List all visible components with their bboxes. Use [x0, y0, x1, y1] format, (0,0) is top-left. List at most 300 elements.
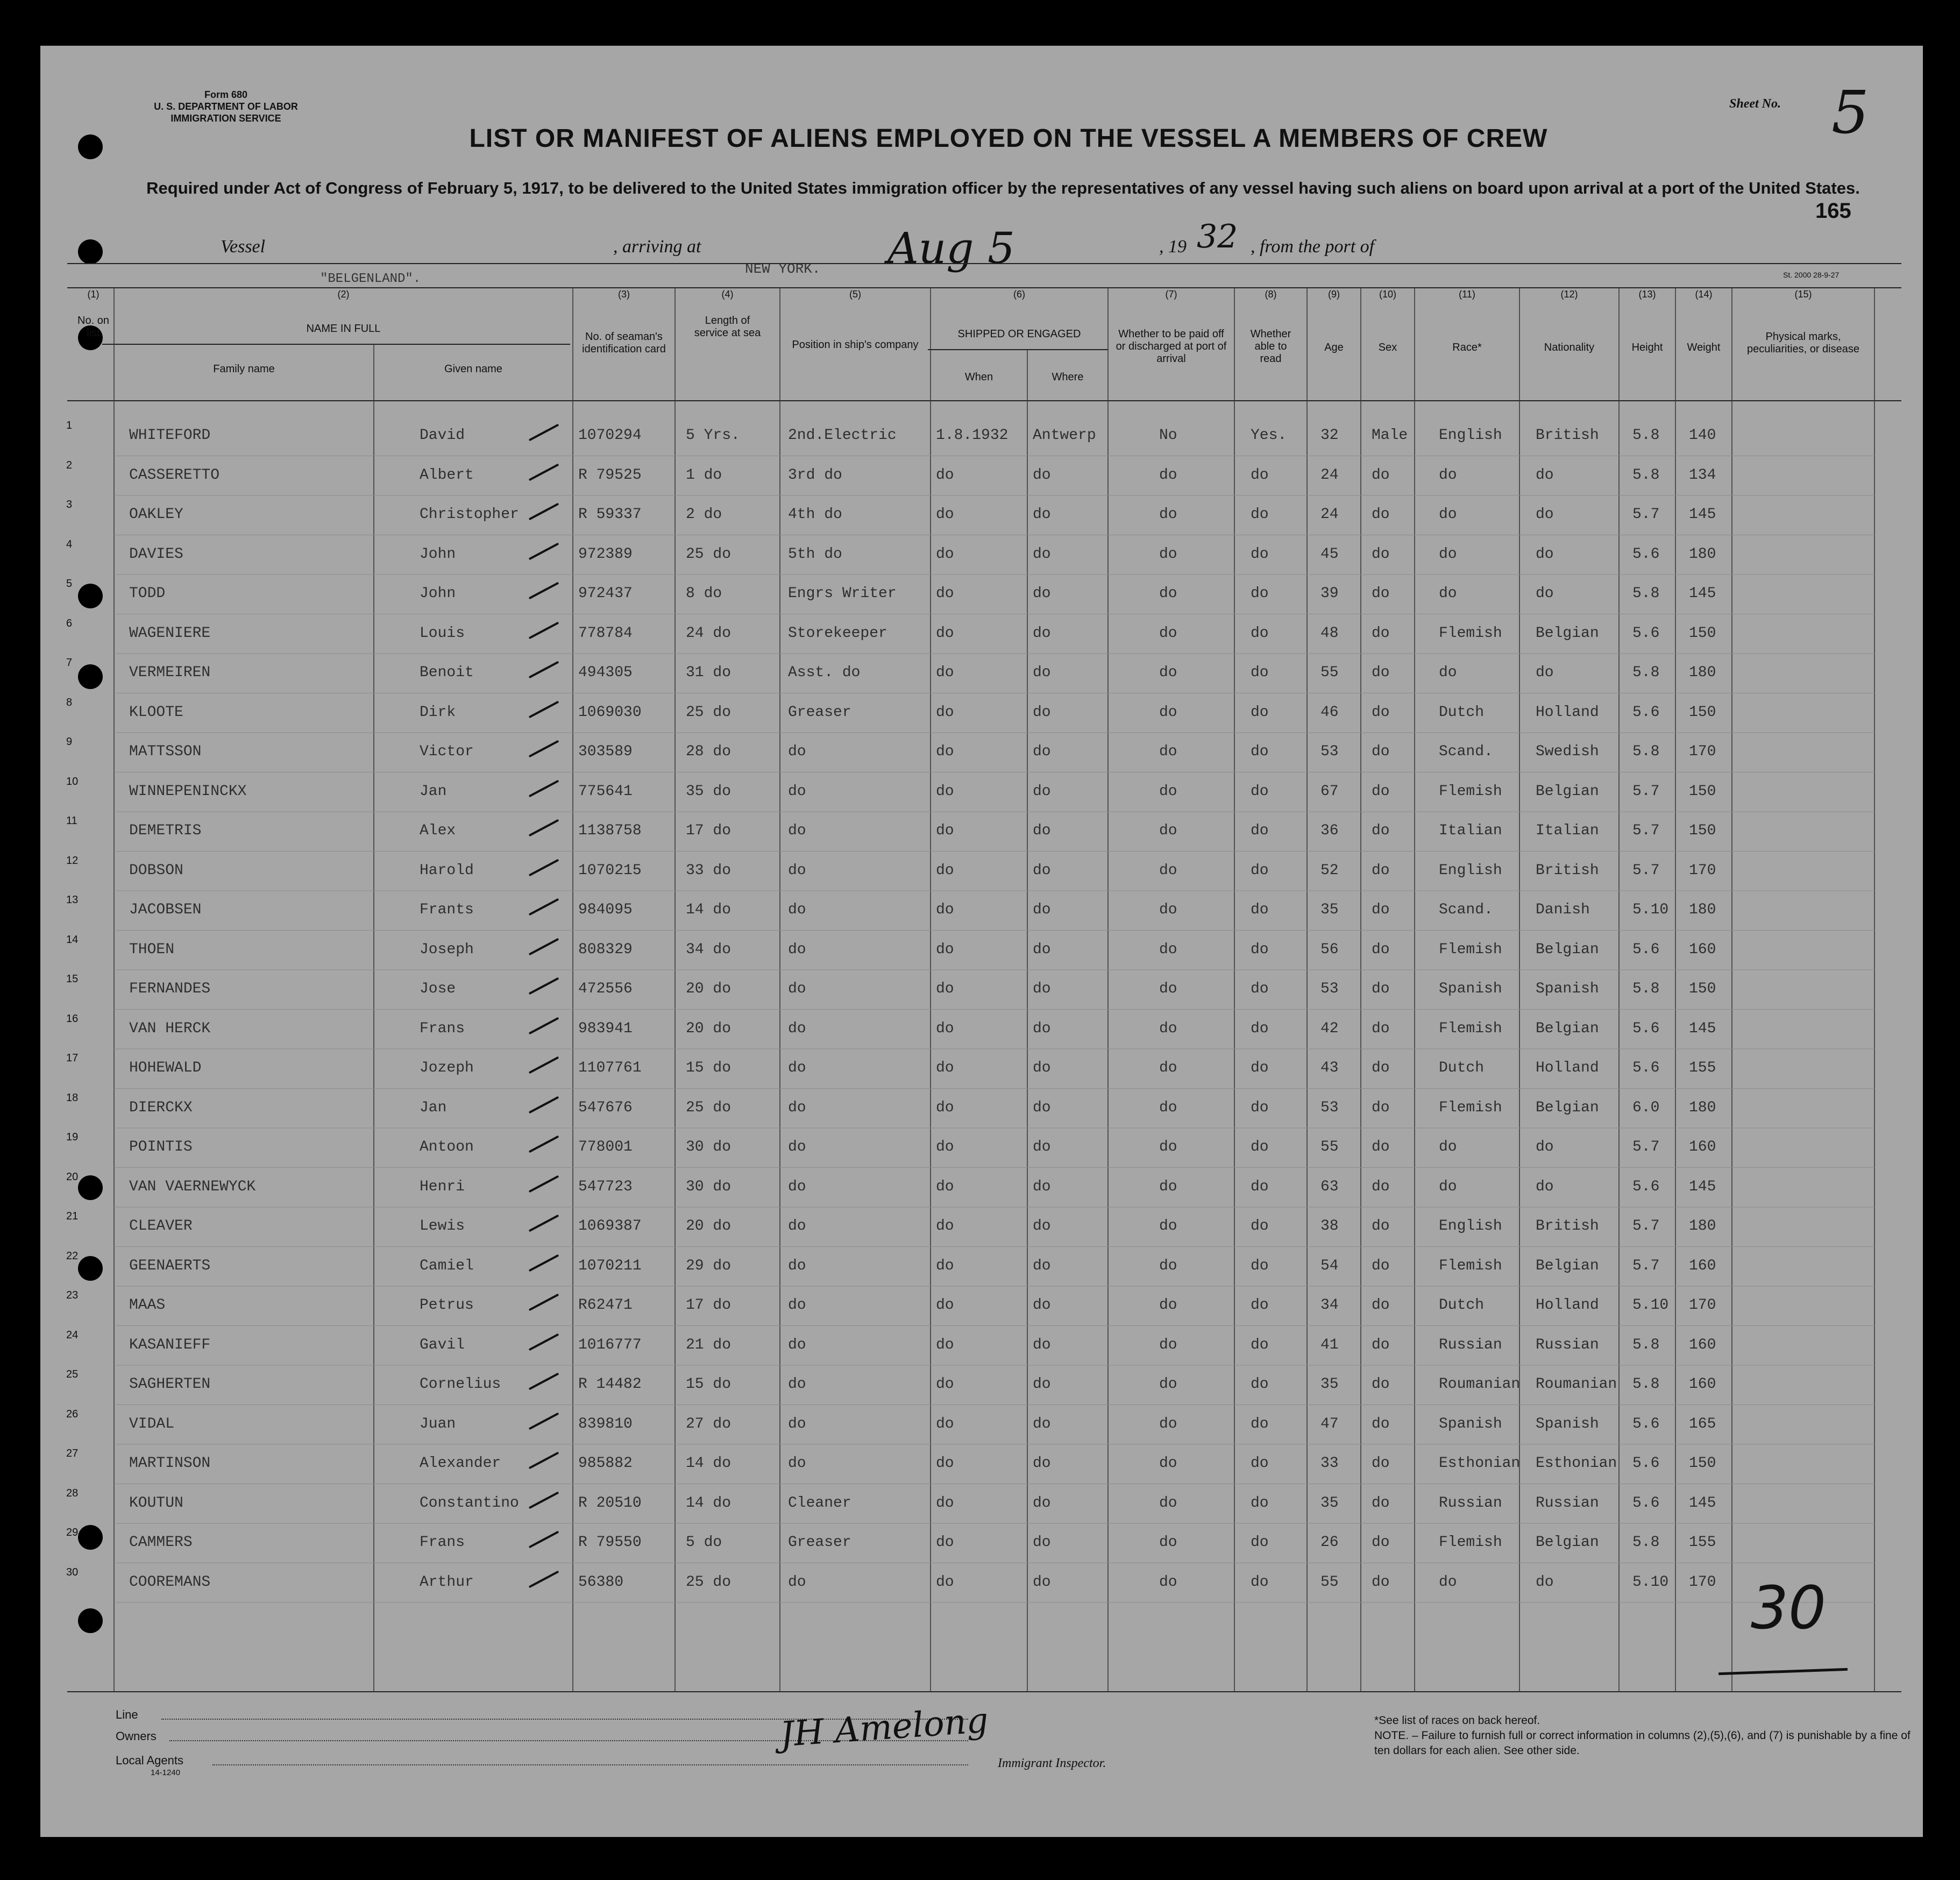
cell-no: 9 [66, 736, 73, 748]
cell-given: Albert [420, 466, 474, 484]
cell-card: 303589 [578, 743, 633, 760]
cell-age: 35 [1320, 1494, 1339, 1512]
cell-family: VIDAL [129, 1415, 175, 1432]
cell-paid: do [1159, 1415, 1177, 1432]
cell-when: do [936, 545, 954, 563]
cell-sex: do [1372, 1020, 1390, 1037]
table-row [40, 1527, 1923, 1565]
cell-where: do [1033, 1297, 1051, 1314]
cell-nat: British [1536, 862, 1599, 879]
year-prefix: , 19 [1159, 237, 1187, 257]
cell-sex: do [1372, 1139, 1390, 1155]
cell-paid: do [1159, 743, 1177, 760]
cell-weight: 145 [1689, 1020, 1716, 1037]
local-agents-label: Local Agents [116, 1754, 183, 1767]
cell-no: 24 [66, 1329, 79, 1341]
cell-weight: 180 [1689, 902, 1716, 918]
cell-given: John [420, 545, 456, 563]
cell-service: 25 do [686, 1099, 732, 1116]
cell-card: R62471 [578, 1297, 633, 1314]
cell-weight: 160 [1689, 1257, 1716, 1274]
table-row [40, 499, 1923, 537]
col9-number: (9) [1328, 289, 1340, 300]
cell-family: WINNEPENINCKX [129, 783, 247, 800]
cell-height: 5.7 [1632, 862, 1660, 879]
cell-position: Asst. do [788, 664, 861, 681]
cell-family: THOEN [129, 941, 175, 958]
cell-height: 5.6 [1632, 625, 1660, 642]
cell-position: do [788, 1376, 806, 1393]
cell-nat: British [1536, 427, 1599, 444]
cell-card: 1107761 [578, 1060, 642, 1076]
cell-position: do [788, 1415, 806, 1432]
cell-race: Flemish [1439, 1020, 1502, 1037]
cell-height: 5.7 [1632, 1139, 1660, 1155]
table-row [40, 776, 1923, 814]
cell-position: do [788, 783, 806, 800]
cell-read: do [1251, 743, 1269, 760]
from-port-label: , from the port of [1251, 237, 1375, 257]
cell-height: 5.6 [1632, 704, 1660, 721]
cell-family: FERNANDES [129, 981, 211, 997]
cell-position: do [788, 1573, 806, 1591]
cell-when: do [936, 1178, 954, 1195]
cell-nat: do [1536, 1139, 1554, 1155]
check-mark [529, 1056, 559, 1074]
cell-nat: Belgian [1536, 783, 1599, 800]
cell-where: do [1033, 1178, 1051, 1195]
cell-family: MARTINSON [129, 1455, 211, 1472]
cell-sex: do [1372, 1376, 1390, 1393]
cell-race: Esthonian [1439, 1455, 1521, 1472]
cell-sex: do [1372, 783, 1390, 800]
cell-family: CAMMERS [129, 1534, 193, 1551]
form-service: IMMIGRATION SERVICE [171, 113, 281, 124]
cell-position: 4th do [788, 506, 842, 523]
cell-height: 5.8 [1632, 466, 1660, 484]
cell-nat: Belgian [1536, 1534, 1599, 1551]
cell-read: do [1251, 862, 1269, 879]
cell-given: Harold [420, 862, 474, 879]
cell-card: 972437 [578, 585, 633, 602]
cell-where: do [1033, 1257, 1051, 1274]
cell-height: 5.6 [1632, 1020, 1660, 1037]
check-mark [529, 1215, 559, 1232]
check-mark [529, 700, 559, 718]
cell-no: 22 [66, 1250, 79, 1262]
cell-race: Roumanian [1439, 1376, 1521, 1393]
cell-when: do [936, 506, 954, 523]
cell-where: do [1033, 506, 1051, 523]
check-mark [529, 1412, 559, 1430]
cell-race: Flemish [1439, 1257, 1502, 1274]
cell-race: English [1439, 427, 1502, 444]
cell-height: 5.8 [1632, 427, 1660, 444]
cell-height: 5.6 [1632, 1178, 1660, 1195]
cell-paid: do [1159, 506, 1177, 523]
cell-family: JACOBSEN [129, 902, 202, 918]
cell-given: Arthur [420, 1573, 474, 1591]
cell-service: 28 do [686, 743, 732, 760]
cell-weight: 180 [1689, 1218, 1716, 1235]
table-row [40, 420, 1923, 458]
cell-sex: do [1372, 1060, 1390, 1076]
cell-card: 1138758 [578, 822, 642, 839]
cell-when: do [936, 1020, 954, 1037]
form-department: U. S. DEPARTMENT OF LABOR [154, 101, 298, 112]
cell-position: 5th do [788, 545, 842, 563]
cell-weight: 165 [1689, 1415, 1716, 1432]
table-row [40, 1289, 1923, 1328]
cell-age: 48 [1320, 625, 1339, 642]
table-row [40, 1092, 1923, 1131]
cell-where: do [1033, 1020, 1051, 1037]
cell-read: do [1251, 1139, 1269, 1155]
cell-sex: do [1372, 704, 1390, 721]
cell-nat: Esthonian [1536, 1455, 1617, 1472]
cell-no: 29 [66, 1527, 79, 1538]
cell-given: Gavil [420, 1336, 465, 1353]
table-row [40, 697, 1923, 735]
table-row [40, 1368, 1923, 1407]
check-mark [529, 463, 559, 481]
table-row [40, 1013, 1923, 1052]
cell-position: Greaser [788, 704, 851, 721]
col-header-weight: Weight [1687, 342, 1721, 353]
cell-given: Petrus [420, 1297, 474, 1314]
col-header-read: Whether able to read [1250, 328, 1291, 365]
cell-service: 2 do [686, 506, 722, 523]
cell-sex: do [1372, 981, 1390, 997]
cell-paid: do [1159, 1099, 1177, 1116]
cell-family: POINTIS [129, 1139, 193, 1155]
check-mark [529, 740, 559, 758]
cell-family: DEMETRIS [129, 822, 202, 839]
col-header-nationality: Nationality [1544, 342, 1595, 353]
cell-height: 5.7 [1632, 1218, 1660, 1235]
cell-height: 5.6 [1632, 1415, 1660, 1432]
cell-position: do [788, 981, 806, 997]
check-mark [529, 1333, 559, 1351]
cell-card: 56380 [578, 1573, 624, 1591]
table-row [40, 1250, 1923, 1289]
cell-given: Dirk [420, 704, 456, 721]
cell-family: WHITEFORD [129, 427, 211, 444]
cell-service: 35 do [686, 783, 732, 800]
cell-age: 53 [1320, 1099, 1339, 1116]
cell-nat: do [1536, 1573, 1554, 1591]
cell-when: do [936, 941, 954, 958]
cell-where: do [1033, 902, 1051, 918]
cell-paid: No [1159, 427, 1177, 444]
cell-age: 67 [1320, 783, 1339, 800]
cell-race: Flemish [1439, 783, 1502, 800]
sheet-number: 5 [1831, 78, 1869, 147]
cell-no: 1 [66, 420, 73, 431]
cell-sex: do [1372, 1099, 1390, 1116]
cell-height: 5.6 [1632, 1494, 1660, 1512]
cell-family: KASANIEFF [129, 1336, 211, 1353]
cell-card: 547676 [578, 1099, 633, 1116]
inspector-signature: JH Amelong [778, 1700, 990, 1755]
col8-number: (8) [1265, 289, 1277, 300]
cell-read: do [1251, 545, 1269, 563]
cell-weight: 160 [1689, 1139, 1716, 1155]
cell-card: 983941 [578, 1020, 633, 1037]
cell-read: do [1251, 1415, 1269, 1432]
cell-age: 26 [1320, 1534, 1339, 1551]
cell-service: 14 do [686, 1455, 732, 1472]
cell-age: 53 [1320, 981, 1339, 997]
cell-when: do [936, 822, 954, 839]
cell-family: DIERCKX [129, 1099, 193, 1116]
cell-where: do [1033, 466, 1051, 484]
col12-number: (12) [1560, 289, 1578, 300]
cell-paid: do [1159, 783, 1177, 800]
cell-age: 53 [1320, 743, 1339, 760]
cell-sex: do [1372, 1218, 1390, 1235]
cell-paid: do [1159, 1178, 1177, 1195]
col14-number: (14) [1695, 289, 1713, 300]
cell-when: do [936, 902, 954, 918]
agents-rule [212, 1764, 968, 1765]
cell-weight: 134 [1689, 466, 1716, 484]
cell-given: Benoit [420, 664, 474, 681]
cell-family: MAAS [129, 1297, 166, 1314]
cell-when: do [936, 1139, 954, 1155]
cell-position: 2nd.Electric [788, 427, 897, 444]
cell-when: do [936, 1336, 954, 1353]
cell-paid: do [1159, 981, 1177, 997]
cell-service: 17 do [686, 822, 732, 839]
cell-height: 5.6 [1632, 1455, 1660, 1472]
cell-card: 985882 [578, 1455, 633, 1472]
cell-weight: 140 [1689, 427, 1716, 444]
cell-position: do [788, 822, 806, 839]
table-row [40, 1448, 1923, 1486]
cell-nat: Belgian [1536, 625, 1599, 642]
cell-age: 63 [1320, 1178, 1339, 1195]
cell-height: 5.10 [1632, 1297, 1669, 1314]
cell-height: 5.8 [1632, 1376, 1660, 1393]
cell-service: 30 do [686, 1178, 732, 1195]
cell-race: Russian [1439, 1336, 1502, 1353]
cell-race: do [1439, 585, 1457, 602]
vessel-label: Vessel [221, 237, 266, 257]
cell-age: 47 [1320, 1415, 1339, 1432]
cell-no: 27 [66, 1448, 79, 1459]
cell-paid: do [1159, 1376, 1177, 1393]
cell-card: 808329 [578, 941, 633, 958]
cell-weight: 180 [1689, 1099, 1716, 1116]
cell-age: 34 [1320, 1297, 1339, 1314]
cell-read: do [1251, 1218, 1269, 1235]
cell-family: CASSERETTO [129, 466, 220, 484]
col-header-where: Where [1052, 371, 1084, 383]
cell-family: KLOOTE [129, 704, 183, 721]
page-subtitle: Required under Act of Congress of February 5, 1917, to be delivered to the United States immigration officer by the representatives of any vessel having such aliens on board upon arrival at a port of the United States. [146, 179, 1860, 197]
cell-race: English [1439, 862, 1502, 879]
cell-card: R 79525 [578, 466, 642, 484]
col-header-no: No. on list [77, 315, 109, 339]
cell-nat: Spanish [1536, 1415, 1599, 1432]
cell-sex: do [1372, 1534, 1390, 1551]
cell-family: OAKLEY [129, 506, 183, 523]
cell-sex: Male [1372, 427, 1408, 444]
cell-no: 13 [66, 894, 79, 906]
cell-read: do [1251, 1099, 1269, 1116]
table-row [40, 1052, 1923, 1091]
table-row [40, 894, 1923, 933]
total-count: 30 [1751, 1573, 1826, 1642]
cell-position: do [788, 1257, 806, 1274]
cell-nat: Italian [1536, 822, 1599, 839]
cell-paid: do [1159, 1573, 1177, 1591]
cell-paid: do [1159, 545, 1177, 563]
cell-height: 5.8 [1632, 1534, 1660, 1551]
col-header-card: No. of seaman's identification card [582, 331, 666, 355]
cell-age: 55 [1320, 1139, 1339, 1155]
cell-when: do [936, 981, 954, 997]
cell-when: do [936, 1218, 954, 1235]
cell-age: 35 [1320, 902, 1339, 918]
cell-no: 21 [66, 1210, 79, 1222]
cell-where: Antwerp [1033, 427, 1096, 444]
cell-sex: do [1372, 466, 1390, 484]
cell-age: 36 [1320, 822, 1339, 839]
cell-race: Russian [1439, 1494, 1502, 1512]
arriving-label: , arriving at [613, 237, 701, 257]
cell-position: do [788, 1178, 806, 1195]
cell-paid: do [1159, 1455, 1177, 1472]
cell-weight: 160 [1689, 941, 1716, 958]
cell-nat: do [1536, 466, 1554, 484]
cell-where: do [1033, 822, 1051, 839]
cell-no: 28 [66, 1487, 79, 1499]
col-header-race: Race* [1452, 342, 1482, 353]
cell-age: 32 [1320, 427, 1339, 444]
col13-number: (13) [1638, 289, 1656, 300]
cell-card: 775641 [578, 783, 633, 800]
cell-paid: do [1159, 1218, 1177, 1235]
cell-sex: do [1372, 625, 1390, 642]
cell-race: Dutch [1439, 1297, 1485, 1314]
cell-service: 20 do [686, 1218, 732, 1235]
cell-sex: do [1372, 1573, 1390, 1591]
cell-weight: 150 [1689, 783, 1716, 800]
cell-given: Constantino [420, 1494, 519, 1512]
cell-age: 41 [1320, 1336, 1339, 1353]
col-header-when: When [964, 371, 993, 383]
cell-given: Alexander [420, 1455, 501, 1472]
cell-race: do [1439, 664, 1457, 681]
cell-where: do [1033, 743, 1051, 760]
col-header-shipped: SHIPPED OR ENGAGED [957, 328, 1081, 340]
cell-sex: do [1372, 1455, 1390, 1472]
cell-no: 12 [66, 854, 79, 867]
cell-position: do [788, 862, 806, 879]
cell-read: do [1251, 506, 1269, 523]
cell-card: 1070211 [578, 1257, 642, 1274]
cell-where: do [1033, 1336, 1051, 1353]
cell-card: 1016777 [578, 1336, 642, 1353]
cell-where: do [1033, 1455, 1051, 1472]
cell-paid: do [1159, 664, 1177, 681]
cell-family: COOREMANS [129, 1573, 211, 1591]
cell-weight: 155 [1689, 1534, 1716, 1551]
cell-weight: 170 [1689, 1573, 1716, 1591]
cell-no: 7 [66, 657, 73, 669]
table-row [40, 1408, 1923, 1447]
check-mark [529, 1294, 559, 1311]
check-mark [529, 424, 559, 442]
cell-paid: do [1159, 1297, 1177, 1314]
cell-where: do [1033, 981, 1051, 997]
cell-family: VAN VAERNEWYCK [129, 1178, 256, 1195]
table-row [40, 618, 1923, 656]
table-row [40, 736, 1923, 775]
check-mark [529, 1491, 559, 1509]
cell-nat: Belgian [1536, 941, 1599, 958]
cell-sex: do [1372, 743, 1390, 760]
cell-read: do [1251, 466, 1269, 484]
cell-age: 24 [1320, 506, 1339, 523]
cell-weight: 145 [1689, 1494, 1716, 1512]
cell-weight: 170 [1689, 1297, 1716, 1314]
cell-given: Louis [420, 625, 465, 642]
penalty-note: NOTE. – Failure to furnish full or correct information in columns (2),(5),(6), and (7) is punishable by a fine of ten dollars for each alien. See other side. [1374, 1729, 1911, 1757]
table-row [40, 578, 1923, 616]
cell-given: Alex [420, 822, 456, 839]
cell-age: 42 [1320, 1020, 1339, 1037]
cell-nat: Holland [1536, 1297, 1599, 1314]
table-row [40, 1210, 1923, 1249]
cell-card: R 14482 [578, 1376, 642, 1393]
inspector-label: Immigrant Inspector. [998, 1756, 1106, 1770]
cell-paid: do [1159, 1257, 1177, 1274]
cell-sex: do [1372, 1336, 1390, 1353]
cell-when: do [936, 1534, 954, 1551]
cell-race: do [1439, 1573, 1457, 1591]
cell-position: do [788, 1139, 806, 1155]
cell-position: do [788, 1297, 806, 1314]
cell-where: do [1033, 585, 1051, 602]
table-row [40, 1329, 1923, 1368]
cell-age: 45 [1320, 545, 1339, 563]
cell-nat: do [1536, 506, 1554, 523]
cell-height: 5.8 [1632, 981, 1660, 997]
table-row [40, 1171, 1923, 1210]
cell-card: 472556 [578, 981, 633, 997]
cell-sex: do [1372, 506, 1390, 523]
cell-paid: do [1159, 1060, 1177, 1076]
agents-code: 14-1240 [151, 1768, 181, 1777]
col7-number: (7) [1165, 289, 1177, 300]
col10-number: (10) [1379, 289, 1396, 300]
form-number: Form 680 [204, 89, 248, 100]
cell-age: 56 [1320, 941, 1339, 958]
cell-family: SAGHERTEN [129, 1376, 211, 1393]
cell-no: 11 [66, 815, 77, 827]
sheet-number-label: Sheet No. [1729, 97, 1781, 111]
cell-race: do [1439, 1178, 1457, 1195]
cell-nat: do [1536, 664, 1554, 681]
cell-read: do [1251, 822, 1269, 839]
cell-sex: do [1372, 1415, 1390, 1432]
col-header-age: Age [1324, 342, 1344, 353]
check-mark [529, 1175, 559, 1193]
cell-service: 29 do [686, 1257, 732, 1274]
